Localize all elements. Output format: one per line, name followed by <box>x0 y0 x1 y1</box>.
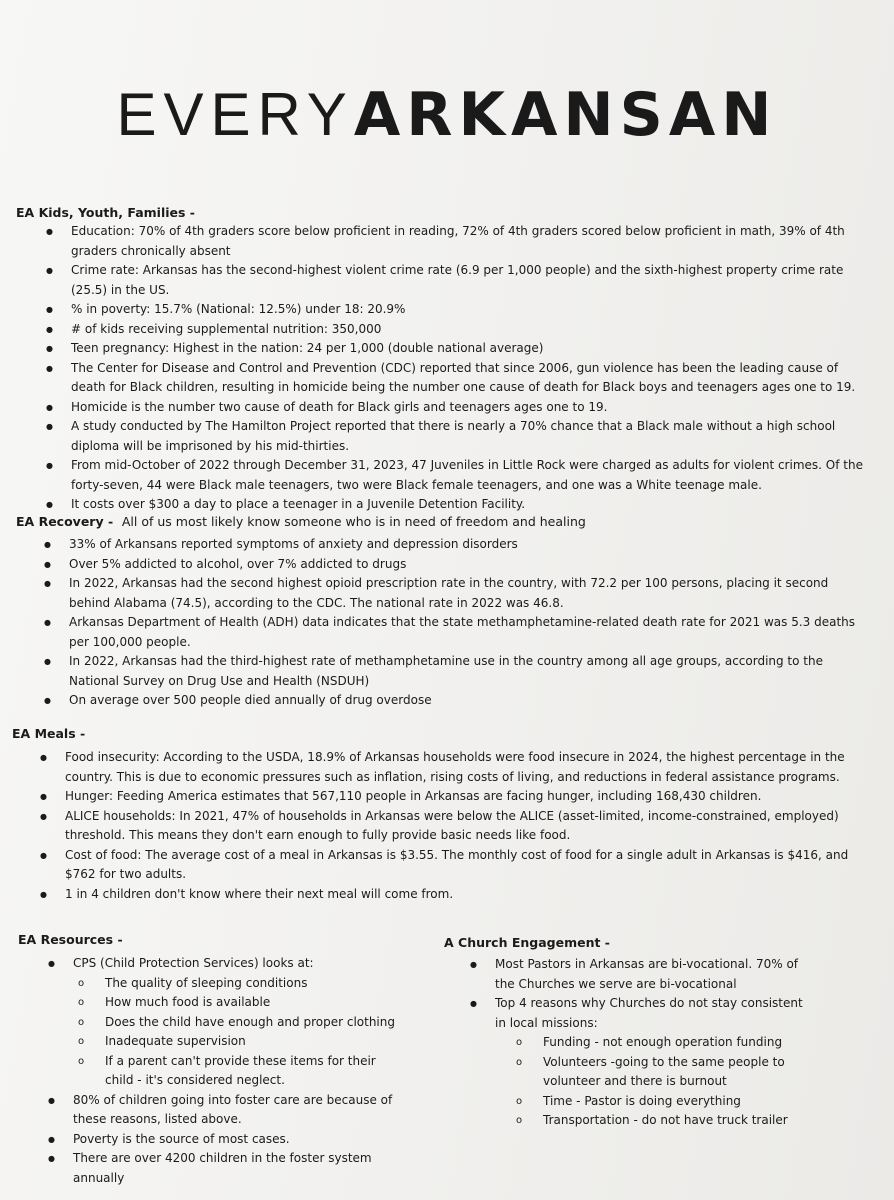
list-item: ● Over 5% addicted to alcohol, over 7% addicted to drugs <box>44 555 864 575</box>
sub-list-item: o Inadequate supervision <box>77 1032 408 1052</box>
sub-list-item: o The quality of sleeping conditions <box>77 974 408 994</box>
recovery-list <box>44 535 864 711</box>
list-item: ● 80% of children going into foster care are because of these reasons, listed above. <box>48 1091 408 1130</box>
recovery-heading-title: EA Recovery - <box>16 514 114 529</box>
list-item: ● Homicide is the number two cause of death for Black girls and teenagers ages one to 19. <box>46 398 866 418</box>
cps-intro: CPS (Child Protection Services) looks at: <box>73 956 314 970</box>
church-reasons-sublist <box>515 1033 810 1131</box>
list-item: ● Poverty is the source of most cases. <box>48 1130 408 1150</box>
list-item: ● On average over 500 people died annually of drug overdose <box>44 691 864 711</box>
list-item: ● Teen pregnancy: Highest in the nation: 24 per 1,000 (double national average) <box>46 339 866 359</box>
brand-light-text: EVERY <box>116 81 354 148</box>
list-item: ● ALICE households: In 2021, 47% of households in Arkansas were below the ALICE (asset-limited, income-constrained, employed) threshold. This means they don't earn enough to fully provide basic needs like food. <box>40 807 870 846</box>
list-item: ● A study conducted by The Hamilton Project reported that there is nearly a 70% chance that a Black male without a high school diploma will be imprisoned by his mid-thirties. <box>46 417 866 456</box>
brand-logo <box>0 80 894 150</box>
recovery-subheading: All of us most likely know someone who is in need of freedom and healing <box>121 514 586 529</box>
list-item: ● Crime rate: Arkansas has the second-highest violent crime rate (6.9 per 1,000 people) and the sixth-highest property crime rate (25.5) in the US. <box>46 261 866 300</box>
list-item: ● Food insecurity: According to the USDA, 18.9% of Arkansas households were food insecure in 2024, the highest percentage in the country. This is due to economic pressures such as inflation, rising costs of living, and reductions in federal assistance programs. <box>40 748 870 787</box>
brand-bold-text: ARKANSAN <box>353 80 778 150</box>
list-item: ● Education: 70% of 4th graders score below proficient in reading, 72% of 4th graders scored below proficient in math, 39% of 4th graders chronically absent <box>46 222 866 261</box>
list-item: ● Arkansas Department of Health (ADH) data indicates that the state methamphetamine-related death rate for 2021 was 5.3 deaths per 100,000 people. <box>44 613 864 652</box>
list-item: ● It costs over $300 a day to place a teenager in a Juvenile Detention Facility. <box>46 495 866 515</box>
kids-list <box>46 222 866 515</box>
sub-list-item: o Time - Pastor is doing everything <box>515 1092 810 1112</box>
church-list <box>470 955 810 1131</box>
list-item: ● In 2022, Arkansas had the third-highest rate of methamphetamine use in the country among all age groups, according to the National Survey on Drug Use and Health (NSDUH) <box>44 652 864 691</box>
list-item: ● 1 in 4 children don't know where their next meal will come from. <box>40 885 870 905</box>
list-item: ● Cost of food: The average cost of a meal in Arkansas is $3.55. The monthly cost of food for a single adult in Arkansas is $416, and $762 for two adults. <box>40 846 870 885</box>
list-item: ● 33% of Arkansans reported symptoms of anxiety and depression disorders <box>44 535 864 555</box>
list-item: ● The Center for Disease and Control and Prevention (CDC) reported that since 2006, gun violence has been the leading cause of death for Black children, resulting in homicide being the number one cause of death for Black boys and teenagers ages one to 19. <box>46 359 866 398</box>
list-item: ● % in poverty: 15.7% (National: 12.5%) under 18: 20.9% <box>46 300 866 320</box>
list-item: ● There are over 4200 children in the foster system annually <box>48 1149 408 1188</box>
sub-list-item: o Volunteers -going to the same people to volunteer and there is burnout <box>515 1053 810 1092</box>
list-item <box>470 994 810 1131</box>
recovery-heading <box>16 514 586 529</box>
list-item: ● Hunger: Feeding America estimates that 567,110 people in Arkansas are facing hunger, including 168,430 children. <box>40 787 870 807</box>
resources-list <box>48 954 408 1188</box>
resources-heading: EA Resources - <box>18 932 123 947</box>
list-item: ● # of kids receiving supplemental nutrition: 350,000 <box>46 320 866 340</box>
church-heading: A Church Engagement - <box>444 935 610 950</box>
list-item: ● In 2022, Arkansas had the second highest opioid prescription rate in the country, with 72.2 per 100 persons, placing it second behind Alabama (74.5), according to the CDC. The national rate in 2022 was 46.8. <box>44 574 864 613</box>
sub-list-item: o If a parent can't provide these items for their child - it's considered neglect. <box>77 1052 408 1091</box>
list-item: ● Most Pastors in Arkansas are bi-vocational. 70% of the Churches we serve are bi-vocational <box>470 955 810 994</box>
meals-list <box>40 748 870 904</box>
sub-list-item: o How much food is available <box>77 993 408 1013</box>
church-reasons-intro: Top 4 reasons why Churches do not stay consistent in local missions: <box>495 996 803 1030</box>
sub-list-item: o Transportation - do not have truck trailer <box>515 1111 810 1131</box>
sub-list-item: o Does the child have enough and proper clothing <box>77 1013 408 1033</box>
meals-heading: EA Meals - <box>12 726 86 741</box>
list-item <box>48 954 408 1091</box>
list-item: ● From mid-October of 2022 through December 31, 2023, 47 Juveniles in Little Rock were charged as adults for violent crimes. Of the forty-seven, 44 were Black male teenagers, two were Black female teenagers, and one was a White teenage male. <box>46 456 866 495</box>
kids-heading: EA Kids, Youth, Families - <box>16 205 195 220</box>
sub-list-item: o Funding - not enough operation funding <box>515 1033 810 1053</box>
cps-sublist <box>77 974 408 1091</box>
